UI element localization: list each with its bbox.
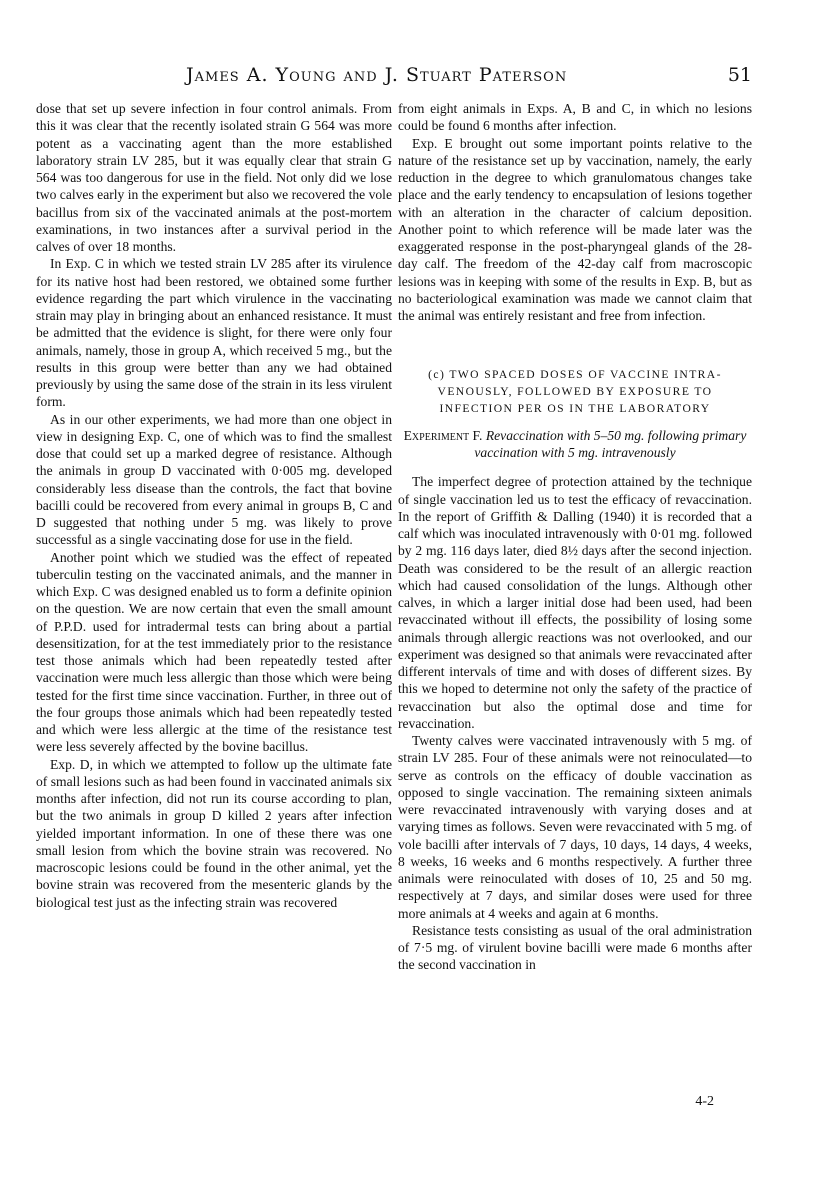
paragraph: Exp. E brought out some important points relative to the nature of the resistance set up by vaccination, namely, the early reduction in the degree to which granulomatous changes take place and the early tendency to encapsulation of lesions together with an alteration in the character of calcium deposition. Another point to which reference will be made later was the exaggerated response in the post-pharyngeal glands of the 28-day calf. The freedom of the 42-day calf from macroscopic lesions was in keeping with some of the results in Exp. B, but as no bacteriological examination was made we cannot claim that the animal was entirely resistant and free from infection. xyxy=(398,135,752,323)
section-heading xyxy=(398,366,752,417)
paragraph: As in our other experiments, we had more than one object in view in designing Exp. C, one of which was to find the smallest dose that could set up a marked degree of resistance. Although the animals in group D vaccinated with 0·005 mg. developed considerably less disease than the controls, the fact that bovine bacilli could be recovered from every animal in groups B, C and D suggested that nothing under 5 mg. was likely to prove successful as a single vaccinating dose for use in the field. xyxy=(36,411,392,548)
left-column xyxy=(36,100,392,911)
experiment-title: Revaccination with 5–50 mg. following primary vaccination with 5 mg. intravenously xyxy=(474,428,747,461)
section-heading-line: VENOUSLY, FOLLOWED BY EXPOSURE TO xyxy=(437,385,713,399)
paragraph: Twenty calves were vaccinated intravenously with 5 mg. of strain LV 285. Four of these animals were not reinoculated—to serve as controls on the efficacy of double vaccination as opposed to single vaccination. The remaining sixteen animals were revaccinated intravenously with varying doses and at varying times as follows. Seven were revaccinated with 5 mg. of vole bacilli after intervals of 7 days, 10 days, 14 days, 4 weeks, 8 weeks, 16 weeks and 6 months respectively. A further three animals were reinoculated with doses of 10, 25 and 50 mg. respectively at 7 days, and similar doses were used for three more animals at 4 weeks and again at 6 months. xyxy=(398,733,752,921)
paragraph: Another point which we studied was the effect of repeated tuberculin testing on the vaccinated animals, and the manner in which Exp. C was designed enabled us to form a definite opinion on the question. We are now certain that even the small amount of P.P.D. used for intradermal tests can bring about a partial desensitization, for at the test immediately prior to the resistance test those animals which had been repeatedly tested after vaccination were much less allergic than those which were being tested for the first time since vaccination. Further, in three out of the four groups those animals which had been repeatedly tested and which were less allergic at the time of the resistance test were less severely affected by the bovine bacillus. xyxy=(36,549,392,755)
page-header xyxy=(36,64,752,98)
experiment-heading xyxy=(398,427,752,461)
paragraph: In Exp. C in which we tested strain LV 285 after its virulence for its native host had been restored, we obtained some further evidence regarding the part which virulence in the vaccinating strain may play in bringing about an enhanced resistance. It must be admitted that the evidence is slight, for there were only four animals, namely, those in group A, which received 5 mg., but the results in this group were better than any we had obtained previously by using the same dose of the strain in its less virulent form. xyxy=(36,256,392,410)
paragraph: dose that set up severe infection in four control animals. From this it was clear that the recently isolated strain G 564 was more potent as a vaccinating agent than the more established laboratory strain LV 285, but it was equally clear that strain G 564 was too dangerous for use in the field. Not only did we lose two calves early in the experiment but also we recovered the vole bacillus from six of the vaccinated animals at the post-mortem examinations, in two instances after a survival period in the calves of over 18 months. xyxy=(36,101,392,254)
experiment-label: Experiment F. xyxy=(403,428,483,444)
paragraph: The imperfect degree of protection attained by the technique of single vaccination led us to test the efficacy of revaccination. In the report of Griffith & Dalling (1940) it is recorded that a calf which was inoculated intravenously with 0·01 mg. followed by 2 mg. 116 days later, died 8½ days after the second injection. Death was considered to be the result of an allergic reaction which had caused consolidation of the lungs. Although other calves, in which a larger initial dose had been used, had been revaccinated without ill effects, the possibility of losing some animals through allergic reactions was not overlooked, and our experiment was designed so that animals were revaccinated after different intervals of time and with doses of different sizes. By this we hoped to determine not only the safety of the practice of revaccination but also the optimal dose and time for revaccination. xyxy=(398,474,752,731)
right-column xyxy=(398,100,752,974)
running-title: James A. Young and J. Stuart Paterson xyxy=(186,64,568,86)
page-number: 51 xyxy=(727,64,752,86)
signature-mark: 4-2 xyxy=(695,1094,714,1109)
section-heading-line: (c) TWO SPACED DOSES OF VACCINE INTRA- xyxy=(428,368,722,382)
paragraph: Exp. D, in which we attempted to follow up the ultimate fate of small lesions such as had been found in vaccinated animals six months after infection, did not run its course according to plan, but the two animals in group D killed 2 years after infection yielded important information. In one of these there was one small lesion from which the bovine strain was recovered. No macroscopic lesions could be found in the other animal, yet the bovine strain was recovered from the mesenteric glands by the biological test just as the infecting strain was recovered xyxy=(36,756,392,910)
paragraph: from eight animals in Exps. A, B and C, in which no lesions could be found 6 months after infection. xyxy=(398,101,752,134)
paragraph: Resistance tests consisting as usual of the oral administration of 7·5 mg. of virulent bovine bacilli were made 6 months after the second vaccination in xyxy=(398,922,752,973)
section-heading-line: INFECTION PER OS IN THE LABORATORY xyxy=(439,402,711,416)
